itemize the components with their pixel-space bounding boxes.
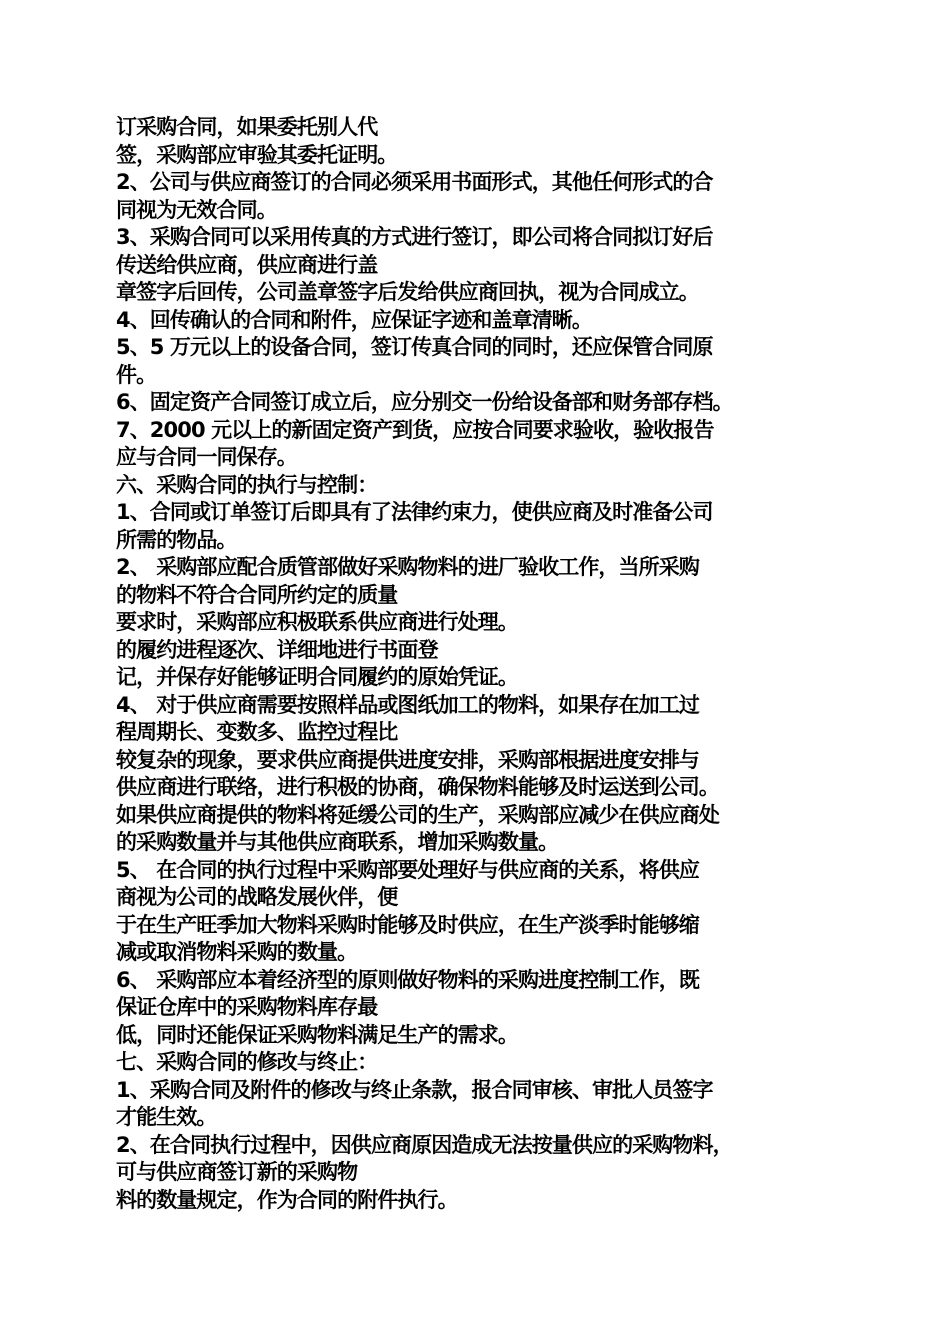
text-line: 6、固定资产合同签订成立后，应分别交一份给设备部和财务部存档。: [116, 390, 733, 414]
text-line: 程周期长、变数多、监控过程比: [116, 720, 398, 744]
text-line: 的履约进程逐次、详细地进行书面登: [116, 637, 438, 662]
text-line: 2、公司与供应商签订的合同必须采用书面形式，其他任何形式的合: [116, 170, 713, 194]
document-body: [116, 114, 846, 1214]
text-line: 要求时，采购部应积极联系供应商进行处理。: [116, 610, 518, 634]
text-line: 的采购数量并与其他供应商联系，增加采购数量。: [116, 830, 559, 854]
text-line: 较复杂的现象，要求供应商提供进度安排，采购部根据进度安排与: [116, 747, 699, 772]
text-line: 低，同时还能保证采购物料满足生产的需求。: [116, 1022, 518, 1047]
text-line: 4、回传确认的合同和附件，应保证字迹和盖章清晰。: [116, 307, 593, 332]
text-line: 于在生产旺季加大物料采购时能够及时供应，在生产淡季时能够缩: [116, 912, 699, 937]
text-line: 供应商进行联络，进行积极的协商，确保物料能够及时运送到公司。: [116, 775, 719, 799]
text-line: 记，并保存好能够证明合同履约的原始凭证。: [116, 665, 518, 689]
text-line: 签，采购部应审验其委托证明。: [116, 142, 398, 167]
text-line: 2、在合同执行过程中，因供应商原因造成无法按量供应的采购物料，: [116, 1132, 733, 1157]
text-line: 2、 采购部应配合质管部做好采购物料的进厂验收工作，当所采购: [116, 555, 699, 579]
text-line: 可与供应商签订新的采购物: [116, 1160, 358, 1184]
text-line: 1、合同或订单签订后即具有了法律约束力，使供应商及时准备公司: [116, 500, 713, 524]
text-line: 3、采购合同可以采用传真的方式进行签订，即公司将合同拟订好后: [116, 225, 713, 249]
text-line: 4、 对于供应商需要按照样品或图纸加工的物料，如果存在加工过: [116, 692, 699, 717]
text-line: 件。: [116, 362, 157, 387]
text-line: 料的数量规定，作为合同的附件执行。: [116, 1187, 458, 1212]
text-line: 减或取消物料采购的数量。: [116, 940, 358, 964]
text-line: 1、采购合同及附件的修改与终止条款，报合同审核、审批人员签字: [116, 1077, 713, 1102]
text-line: 商视为公司的战略发展伙伴，便: [116, 885, 398, 909]
text-line: 保证仓库中的采购物料库存最: [116, 995, 378, 1019]
text-line: 七、采购合同的修改与终止：: [116, 1050, 378, 1074]
text-line: 应与合同一同保存。: [116, 445, 297, 469]
text-line: 传送给供应商，供应商进行盖: [116, 252, 378, 277]
text-line: 章签字后回传，公司盖章签字后发给供应商回执，视为合同成立。: [116, 280, 699, 304]
text-line: 六、采购合同的执行与控制：: [116, 472, 378, 497]
text-line: 才能生效。: [116, 1105, 217, 1129]
text-line: 5、 在合同的执行过程中采购部要处理好与供应商的关系，将供应: [116, 857, 699, 882]
text-line: 的物料不符合合同所约定的质量: [116, 582, 398, 607]
text-line: 同视为无效合同。: [116, 197, 277, 222]
text-line: 5、5 万元以上的设备合同，签订传真合同的同时，还应保管合同原: [116, 335, 713, 359]
text-line: 7、2000 元以上的新固定资产到货，应按合同要求验收，验收报告: [116, 417, 714, 442]
text-line: 订采购合同，如果委托别人代: [116, 115, 378, 139]
text-line: 如果供应商提供的物料将延缓公司的生产，采购部应减少在供应商处: [116, 802, 719, 827]
text-line: 6、 采购部应本着经济型的原则做好物料的采购进度控制工作，既: [116, 967, 699, 992]
text-line: 所需的物品。: [116, 527, 237, 552]
